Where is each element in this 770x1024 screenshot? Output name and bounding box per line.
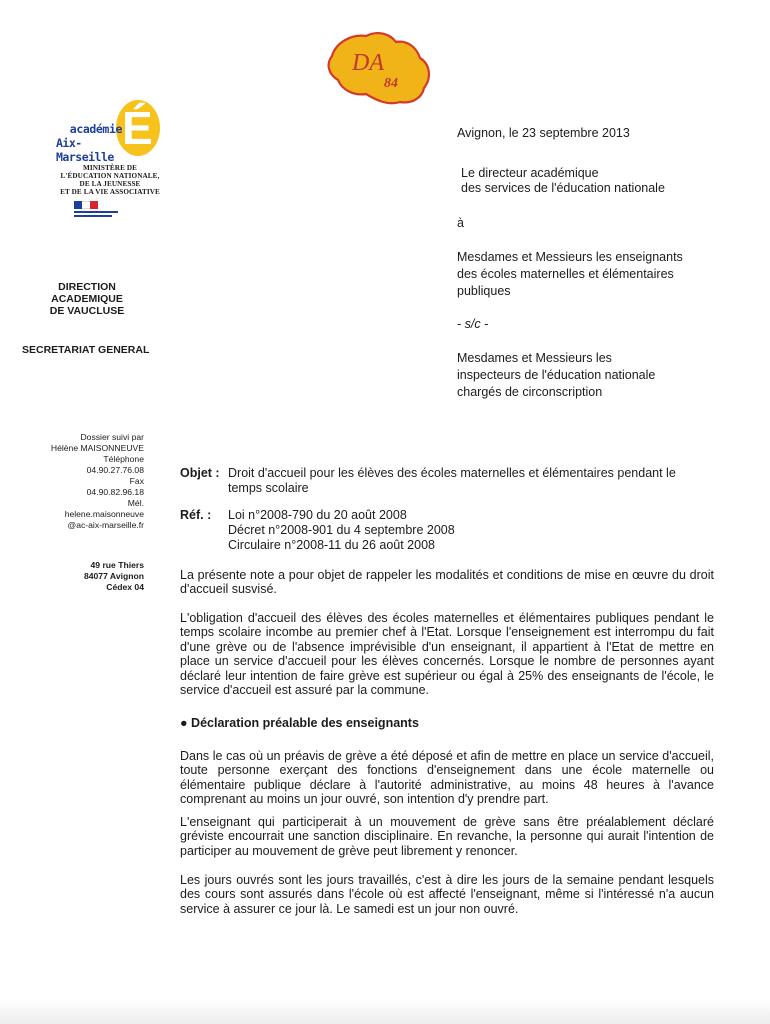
da-logo-number: 84 [384,76,398,91]
paragraph-sanction: L'enseignant qui participerait à un mouvement de grève sans être préalablement déclaré gréviste encourrait une sanction disciplinaire. En revanche, la personne qui aurait l'intention de participer au mouvement de grève peut librement y renoncer. [180,815,714,858]
sc-label: - s/c - [457,317,489,331]
ref-item: Loi n°2008-790 du 20 août 2008 [228,508,407,522]
direction-line: DE VAUCLUSE [49,305,125,317]
contact-mel: helene.maisonneuve [64,509,144,519]
date-line: Avignon, le 23 septembre 2013 [457,126,630,140]
paragraph-jours-ouvres: Les jours ouvrés sont les jours travaillés, c'est à dire les jours de la semaine pendant lesquels des cours sont assurés dans l'école où est affecté l'enseignant, même si l'intéressé n'a aucun service à assurer ce jour là. Le samedi est un jour non ouvré. [180,873,714,916]
academie-name: Aix-Marseille [56,136,114,164]
ministere-line: ET DE LA VIE ASSOCIATIVE [60,188,160,196]
section-heading-text: Déclaration préalable des enseignants [191,716,419,730]
recipient2-line: chargés de circonscription [457,385,603,399]
contact-dossier: Dossier suivi par [80,432,144,442]
bullet-icon: ● [180,716,188,730]
contact-mel-label: Mél. [127,498,144,508]
a-label: à [457,216,464,230]
sender-line: des services de l'éducation nationale [461,181,665,195]
da84-logo [326,28,434,106]
objet-line: temps scolaire [228,481,309,495]
ref-label: Réf. : [180,508,212,522]
marianne-logo [74,201,120,221]
ministere-line: DE LA JEUNESSE [79,180,141,188]
ministere-block [40,164,180,196]
recipients-block [457,249,683,300]
paragraph-declaration: Dans le cas où un préavis de grève a été déposé et afin de mettre en place un service d'accueil, toute personne exerçant des fonctions d'enseignement dans une école maternelle ou élémentaire publique déclare à l'autorité administrative, au moins 48 heures à l'avance comprenant au moins un jour ouvré, son intention d'y prendre part. [180,749,714,807]
section-heading [180,716,419,731]
contact-fax: 04.90.82.96.18 [86,487,144,497]
ministere-line: MINISTÈRE DE [82,164,138,172]
recipient2-line: Mesdames et Messieurs les [457,351,612,365]
sender-block [461,166,665,196]
scan-edge [0,1000,770,1024]
contact-name: Hélène MAISONNEUVE [50,443,144,453]
paragraph-intro: La présente note a pour objet de rappeler les modalités et conditions de mise en œuvre du droit d'accueil susvisé. [180,568,714,597]
da-logo-text: DA [352,50,384,76]
ministere-line: L'ÉDUCATION NATIONALE, [60,172,160,180]
direction-line: DIRECTION ACADEMIQUE [51,281,123,305]
academie-logo [56,100,166,164]
ref-list [228,508,455,553]
academie-label: académie [69,122,122,136]
contact-fax-label: Fax [129,476,144,486]
academie-e-letter: É [122,102,153,154]
address-street: 49 rue Thiers [90,560,144,570]
address-cedex: Cédex 04 [106,582,144,592]
paragraph-obligation: L'obligation d'accueil des élèves des écoles maternelles et élémentaires publiques pendant le temps scolaire incombe au premier chef à l'Etat. Lorsque l'enseignement est interrompu du fait d'une grève ou de l'absence imprévisible d'un enseignant, il appartient à l'Etat de mettre en place un service d'accueil pour les élèves concernés. Lorsque le nombre de personnes ayant déclaré leur intention de faire grève est supérieur ou égal à 25% des enseignants de l'école, le service d'accueil est assuré par la commune. [180,611,714,698]
ref-item: Circulaire n°2008-11 du 26 août 2008 [228,538,435,552]
recipient-line: Mesdames et Messieurs les enseignants [457,250,683,264]
contact-tel: 04.90.27.76.08 [86,465,144,475]
contact-block [4,432,144,531]
address-city: 84077 Avignon [83,571,144,581]
address-block [4,560,144,593]
recipient-line: des écoles maternelles et élémentaires [457,267,674,281]
objet-label: Objet : [180,466,220,480]
ref-item: Décret n°2008-901 du 4 septembre 2008 [228,523,455,537]
sender-line: Le directeur académique [461,166,599,180]
contact-mel-domain: @ac-aix-marseille.fr [67,520,144,530]
secretariat-label: SECRETARIAT GENERAL [22,344,150,356]
recipients2-block [457,350,655,401]
objet-line: Droit d'accueil pour les élèves des écoles maternelles et élémentaires pendant le [228,466,676,480]
recipient-line: publiques [457,284,511,298]
direction-block [22,281,152,317]
contact-tel-label: Téléphone [103,454,144,464]
objet-text [228,466,714,496]
recipient2-line: inspecteurs de l'éducation nationale [457,368,656,382]
